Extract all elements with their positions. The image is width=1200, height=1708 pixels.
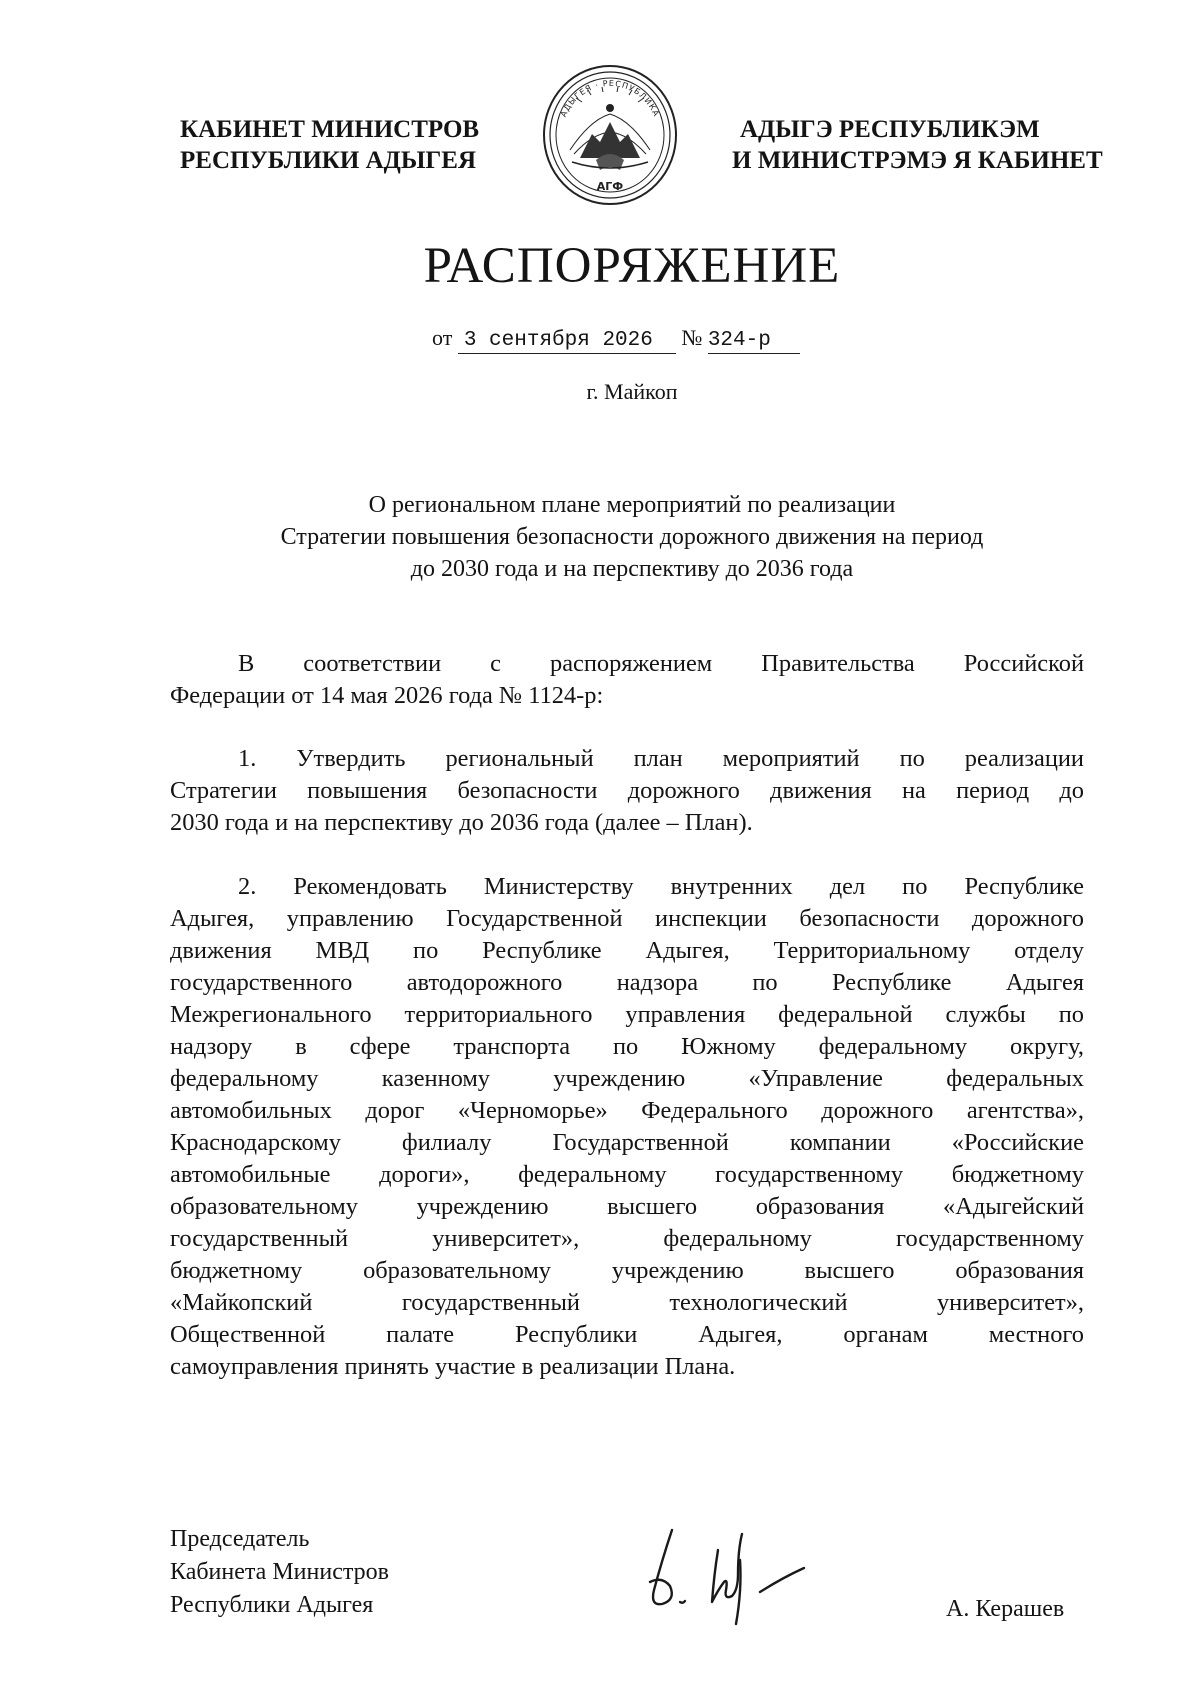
issuer-line: АДЫГЭ РЕСПУБЛИКЭМ: [740, 116, 1040, 143]
subject-line: О региональном плане мероприятий по реализации: [368, 492, 896, 518]
place-of-issue: г. Майкоп: [586, 379, 678, 404]
signatory-title-line: Председатель: [170, 1526, 310, 1552]
signatory-title-line: Кабинета Министров: [170, 1559, 389, 1585]
handwritten-signature-icon: [632, 1520, 852, 1630]
emblem-bottom-text: АГФ: [596, 180, 624, 193]
paragraph-item-2: [170, 871, 1084, 1383]
text-line: надзору в сфере транспорта по Южному федеральному округу,: [170, 1033, 1084, 1060]
emblem-ring-text: АДЫГЕЯ · РЕСПУБЛИКА: [558, 78, 662, 119]
text-line: государственный университет», федеральному государственному: [170, 1225, 1084, 1252]
text-line: «Майкопский государственный технологический университет»,: [170, 1289, 1084, 1316]
text-line: Федерации от 14 мая 2026 года № 1124-р:: [170, 682, 604, 709]
document-date: 3 сентября 2026: [458, 329, 676, 354]
issuer-line: РЕСПУБЛИКИ АДЫГЕЯ: [180, 147, 477, 174]
signatory-title-line: Республики Адыгея: [170, 1592, 374, 1618]
date-number-line: [432, 324, 800, 354]
subject-line: Стратегии повышения безопасности дорожного движения на период: [280, 524, 984, 550]
subject-line: до 2030 года и на перспективу до 2036 года: [410, 556, 854, 582]
text-line: автомобильных дорог «Черноморье» Федерального дорожного агентства»,: [170, 1097, 1084, 1124]
text-line: федеральному казенному учреждению «Управление федеральных: [170, 1065, 1084, 1092]
document-title: РАСПОРЯЖЕНИЕ: [423, 238, 841, 294]
text-line: Межрегионального территориального управления федеральной службы по: [170, 1001, 1084, 1028]
text-line: Краснодарскому филиалу Государственной компании «Российские: [170, 1129, 1084, 1156]
text-line: самоуправления принять участие в реализации Плана.: [170, 1353, 736, 1380]
issuer-line: И МИНИСТРЭМЭ Я КАБИНЕТ: [732, 147, 1103, 174]
date-prefix: от: [432, 325, 453, 350]
text-line: 1. Утвердить региональный план мероприятий по реализации: [238, 745, 1084, 772]
text-line: Адыгея, управлению Государственной инспекции безопасности дорожного: [170, 905, 1084, 932]
text-line: движения МВД по Республике Адыгея, Территориальному отделу: [170, 937, 1084, 964]
issuer-name-adyghe: [732, 114, 1132, 176]
paragraph-item-1: [170, 743, 1084, 839]
signatory-title: [170, 1523, 389, 1622]
text-line: Стратегии повышения безопасности дорожного движения на период до: [170, 777, 1084, 804]
number-sign: №: [681, 325, 703, 350]
text-line: Общественной палате Республики Адыгея, органам местного: [170, 1321, 1084, 1348]
paragraph-intro: [170, 648, 1084, 712]
signatory-name: А. Керашев: [946, 1596, 1065, 1622]
issuer-line: КАБИНЕТ МИНИСТРОВ: [180, 116, 480, 143]
text-line: 2030 года и на перспективу до 2036 года (далее – План).: [170, 809, 753, 836]
text-line: автомобильные дороги», федеральному государственному бюджетному: [170, 1161, 1084, 1188]
issuer-name-russian: [180, 114, 520, 176]
document-number: 324-р: [708, 329, 800, 354]
text-line: бюджетному образовательному учреждению высшего образования: [170, 1257, 1084, 1284]
text-line: В соответствии с распоряжением Правительства Российской: [238, 650, 1084, 677]
text-line: образовательному учреждению высшего образования «Адыгейский: [170, 1193, 1084, 1220]
document-subject: [170, 489, 1094, 585]
text-line: государственного автодорожного надзора по Республике Адыгея: [170, 969, 1084, 996]
text-line: 2. Рекомендовать Министерству внутренних дел по Республике: [238, 873, 1084, 900]
coat-of-arms-seal-icon: [540, 62, 680, 207]
